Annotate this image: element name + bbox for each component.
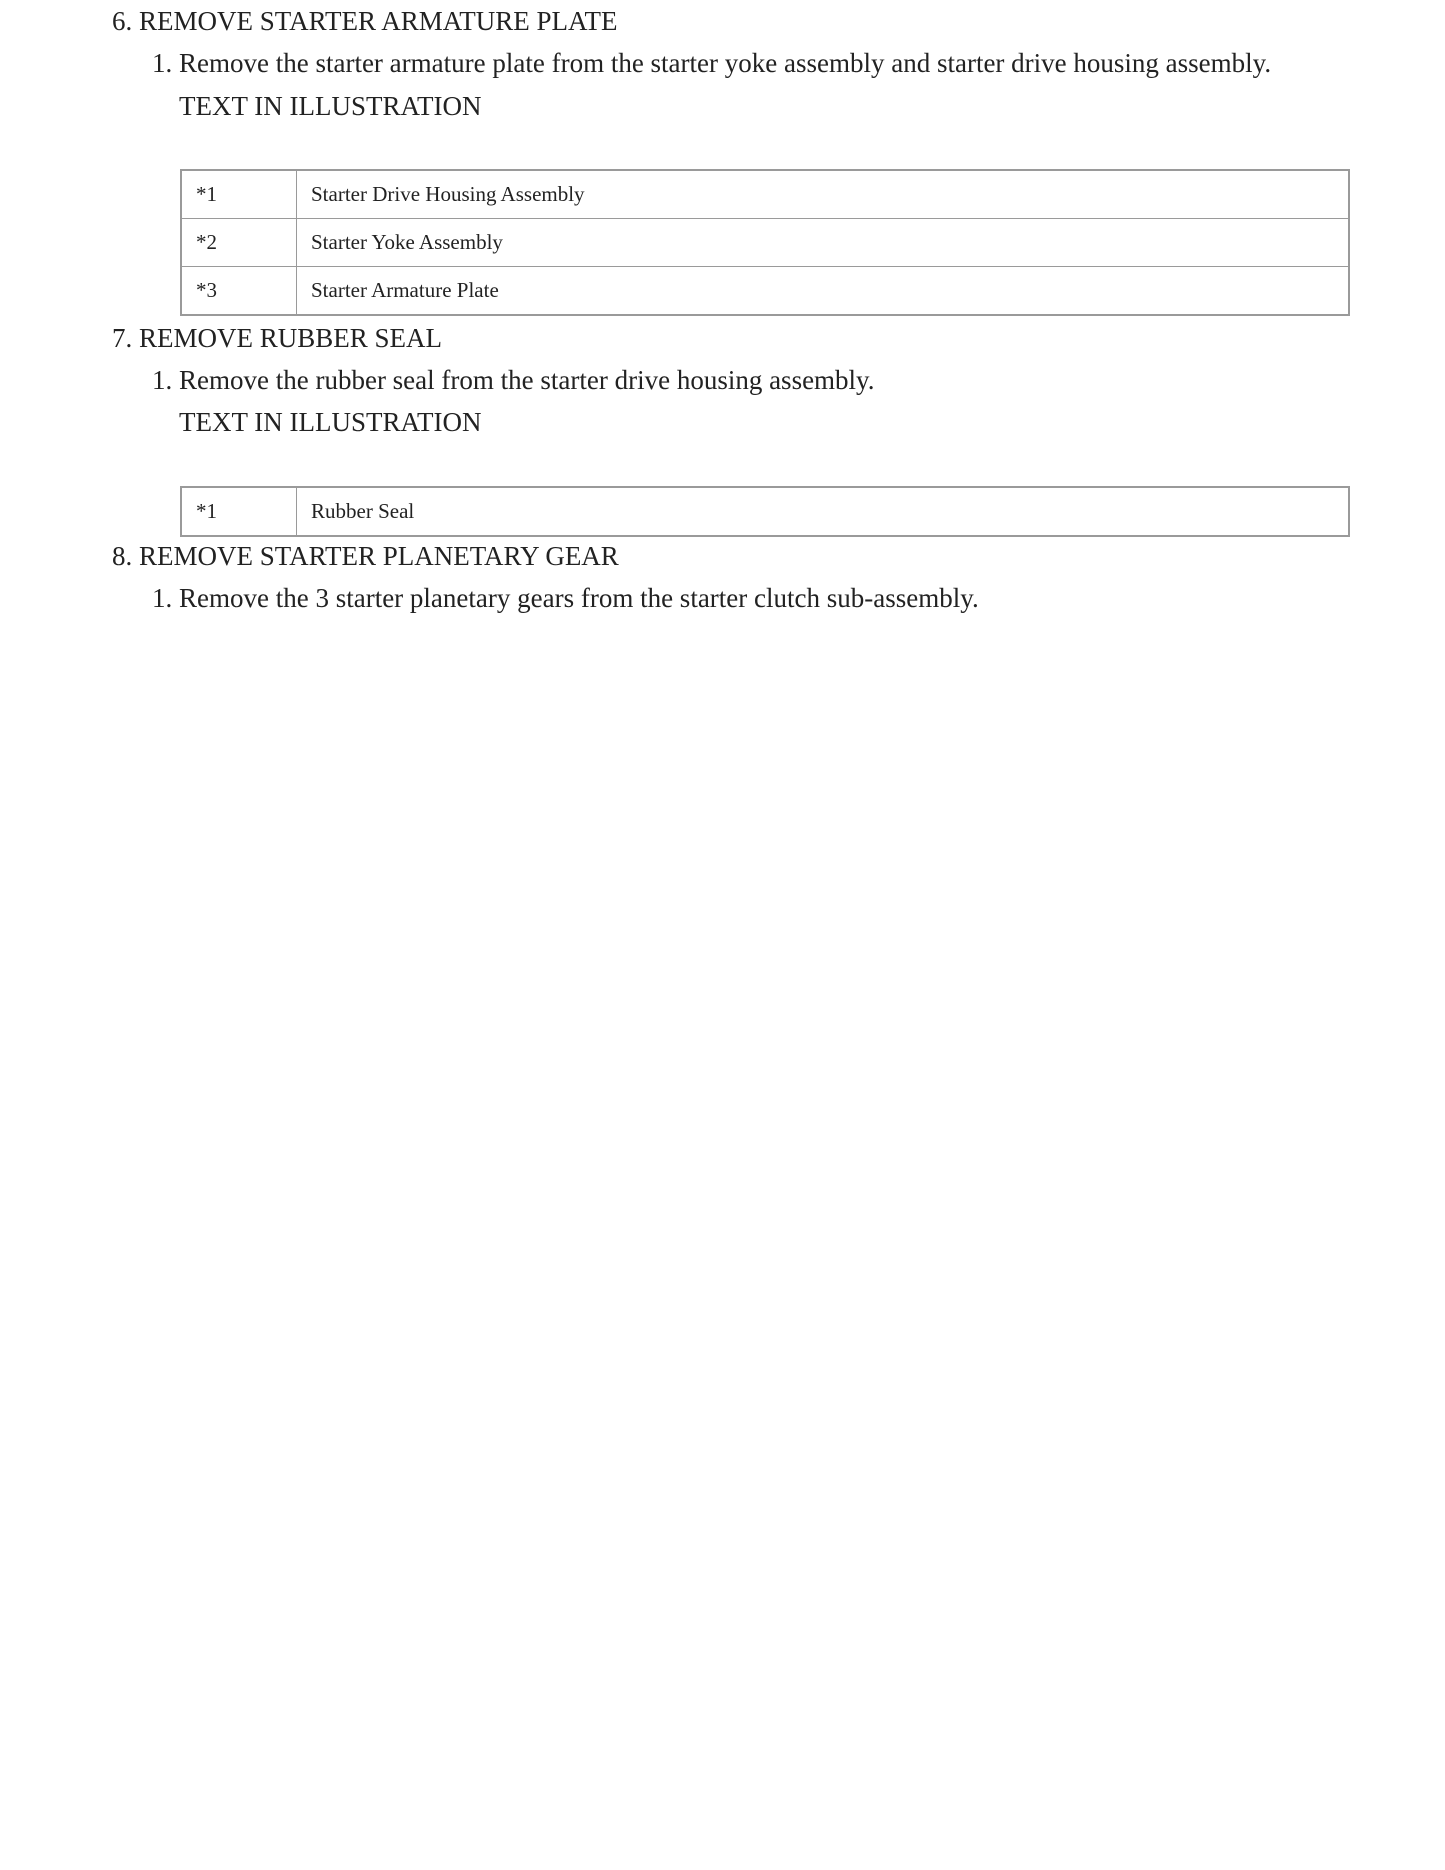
legend-key: *3 <box>181 267 297 316</box>
legend-label: Starter Armature Plate <box>297 267 1350 316</box>
step-remove-armature-plate: 1. Remove the starter armature plate from the starter yoke assembly and starter drive housing assembly. <box>152 48 1272 78</box>
legend-key: *1 <box>181 487 297 536</box>
legend-label: Starter Drive Housing Assembly <box>297 170 1350 219</box>
step-remove-rubber-seal: 1. Remove the rubber seal from the starter drive housing assembly. <box>152 365 875 395</box>
section-title-remove-armature-plate: 6. REMOVE STARTER ARMATURE PLATE <box>112 6 618 36</box>
table-row <box>181 170 1349 219</box>
section-title-remove-rubber-seal: 7. REMOVE RUBBER SEAL <box>112 323 443 353</box>
legend-key: *2 <box>181 219 297 267</box>
section-title-remove-planetary-gear: 8. REMOVE STARTER PLANETARY GEAR <box>112 541 619 571</box>
legend-label: Starter Yoke Assembly <box>297 219 1350 267</box>
illustration-legend-table <box>180 486 1350 537</box>
illustration-legend-table <box>180 169 1350 316</box>
illustration-label: TEXT IN ILLUSTRATION <box>179 407 482 437</box>
legend-label: Rubber Seal <box>297 487 1350 536</box>
legend-key: *1 <box>181 170 297 219</box>
table-row <box>181 219 1349 267</box>
table-row <box>181 267 1349 316</box>
illustration-label: TEXT IN ILLUSTRATION <box>179 91 482 121</box>
table-row <box>181 487 1349 536</box>
step-remove-planetary-gear: 1. Remove the 3 starter planetary gears from the starter clutch sub-assembly. <box>152 583 979 613</box>
